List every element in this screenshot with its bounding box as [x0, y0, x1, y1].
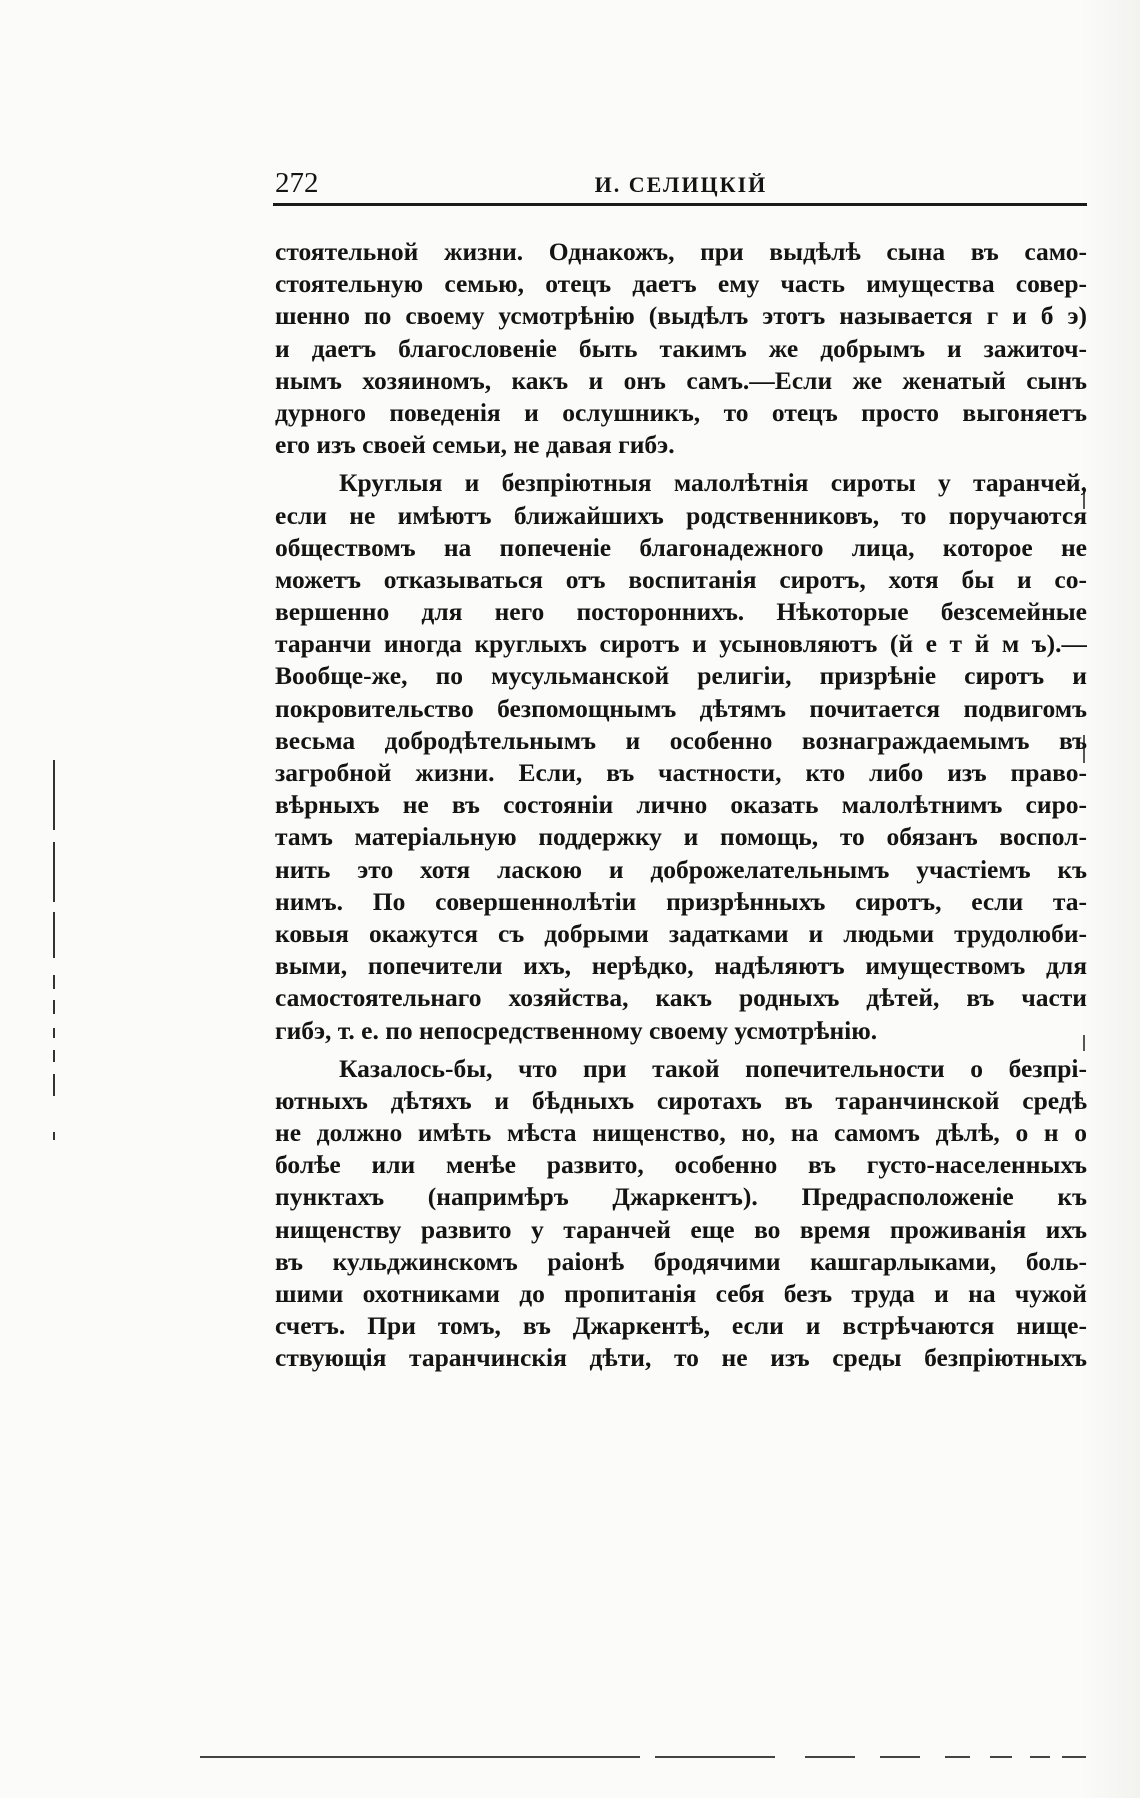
text-line: въ кульджинскомъ раіонѣ бродячими кашгарлыками, боль-: [275, 1246, 1087, 1276]
margin-mark: [53, 760, 55, 830]
text-line: тамъ матеріальную поддержку и помощь, то обязанъ воспол-: [275, 822, 1087, 852]
text-line: нымъ хозяиномъ, какъ и онъ самъ.—Если же женатый сынъ: [275, 365, 1087, 395]
bottom-rule: [945, 1756, 970, 1758]
text-line: гибэ, т. е. по непосредственному своему усмотрѣнію.: [275, 1015, 878, 1045]
text-line: выми, попечители ихъ, нерѣдко, надѣляютъ имуществомъ для: [275, 951, 1087, 981]
bottom-rule: [990, 1756, 1012, 1758]
paragraph: [275, 236, 1087, 461]
page-edge-shadow: [1080, 0, 1140, 1798]
text-line: покровительство безпомощнымъ дѣтямъ почитается подвигомъ: [275, 693, 1087, 723]
margin-mark: [53, 1000, 55, 1014]
margin-mark: [53, 975, 55, 989]
text-line: пунктахъ (напримѣръ Джаркентъ). Предрасположеніе къ: [275, 1182, 1087, 1212]
text-line: Круглыя и безпріютныя малолѣтнія сироты у таранчей,: [339, 468, 1087, 498]
text-line: нимъ. По совершеннолѣтіи призрѣнныхъ сиротъ, если та-: [275, 886, 1087, 916]
text-line: вѣрныхъ не въ состояніи лично оказать малолѣтнимъ сиро-: [275, 790, 1087, 820]
margin-mark: [53, 1050, 55, 1062]
margin-mark: [53, 842, 55, 902]
text-line: ствующія таранчинскія дѣти, то не изъ среды безпріютныхъ: [275, 1343, 1087, 1373]
bottom-rule: [655, 1756, 775, 1758]
text-line: болѣе или менѣе развито, особенно въ густо-населенныхъ: [275, 1150, 1087, 1180]
text-line: самостоятельнаго хозяйства, какъ родныхъ дѣтей, въ части: [275, 983, 1087, 1013]
bottom-rule: [200, 1756, 640, 1758]
text-line: его изъ своей семьи, не давая гибэ.: [275, 430, 675, 460]
text-line: таранчи иногда круглыхъ сиротъ и усыновляютъ (й е т й м ъ).—: [275, 629, 1087, 659]
text-line: стоятельную семью, отецъ даетъ ему часть имущества совер-: [275, 269, 1087, 299]
text-line: вершенно для него постороннихъ. Нѣкоторые безсемейные: [275, 597, 1087, 627]
text-line: стоятельной жизни. Однакожъ, при выдѣлѣ сына въ само-: [275, 237, 1087, 266]
text-line: если не имѣютъ ближайшихъ родственниковъ, то поручаются: [275, 500, 1087, 530]
running-head: [275, 166, 1087, 206]
margin-mark: [53, 1132, 55, 1140]
text-line: Казалось-бы, что при такой попечительности о безпрі-: [339, 1053, 1087, 1083]
text-line: ковыя окажутся съ добрыми задатками и людьми трудолюби-: [275, 918, 1087, 948]
text-line: нищенству развито у таранчей еще во время проживанія ихъ: [275, 1214, 1087, 1244]
text-line: обществомъ на попеченіе благонадежного лица, которое не: [275, 532, 1087, 562]
bottom-rule: [1062, 1756, 1086, 1758]
text-line: можетъ отказываться отъ воспитанія сиротъ, хотя бы и со-: [275, 564, 1087, 594]
text-line: шенно по своему усмотрѣнію (выдѣлъ этотъ называется г и б э): [275, 301, 1087, 331]
text-line: весьма добродѣтельнымъ и особенно вознаграждаемымъ въ: [275, 725, 1087, 755]
text-line: загробной жизни. Если, въ частности, кто либо изъ право-: [275, 758, 1087, 787]
paragraph: [275, 1053, 1087, 1375]
text-line: ютныхъ дѣтяхъ и бѣдныхъ сиротахъ въ таранчинской средѣ: [275, 1085, 1087, 1115]
body-text: [275, 236, 1087, 1375]
text-line: Вообще-же, по мусульманской религіи, призрѣніе сиротъ и: [275, 661, 1087, 691]
margin-mark: [53, 1074, 55, 1096]
text-line: нить это хотя ласкою и доброжелательнымъ участіемъ къ: [275, 854, 1087, 884]
text-line: дурного поведенія и ослушникъ, то отецъ просто выгоняетъ: [275, 397, 1087, 427]
running-title: И. СЕЛИЦКІЙ: [594, 172, 768, 197]
bottom-rule: [805, 1756, 855, 1758]
text-line: не должно имѣть мѣста нищенство, но, на самомъ дѣлѣ, о н о: [275, 1118, 1087, 1148]
text-line: шими охотниками до пропитанія себя безъ труда и на чужой: [275, 1279, 1087, 1308]
text-line: и даетъ благословеніе быть такимъ же добрымъ и зажиточ-: [275, 333, 1087, 363]
bottom-rule: [1030, 1756, 1050, 1758]
bottom-rule: [880, 1756, 920, 1758]
paragraph: [275, 467, 1087, 1046]
text-line: счетъ. При томъ, въ Джаркентѣ, если и встрѣчаются нище-: [275, 1311, 1087, 1341]
margin-mark: [53, 912, 55, 958]
page-number: 272: [275, 167, 319, 199]
header-rule: [273, 203, 1087, 206]
margin-mark: [53, 1028, 55, 1038]
